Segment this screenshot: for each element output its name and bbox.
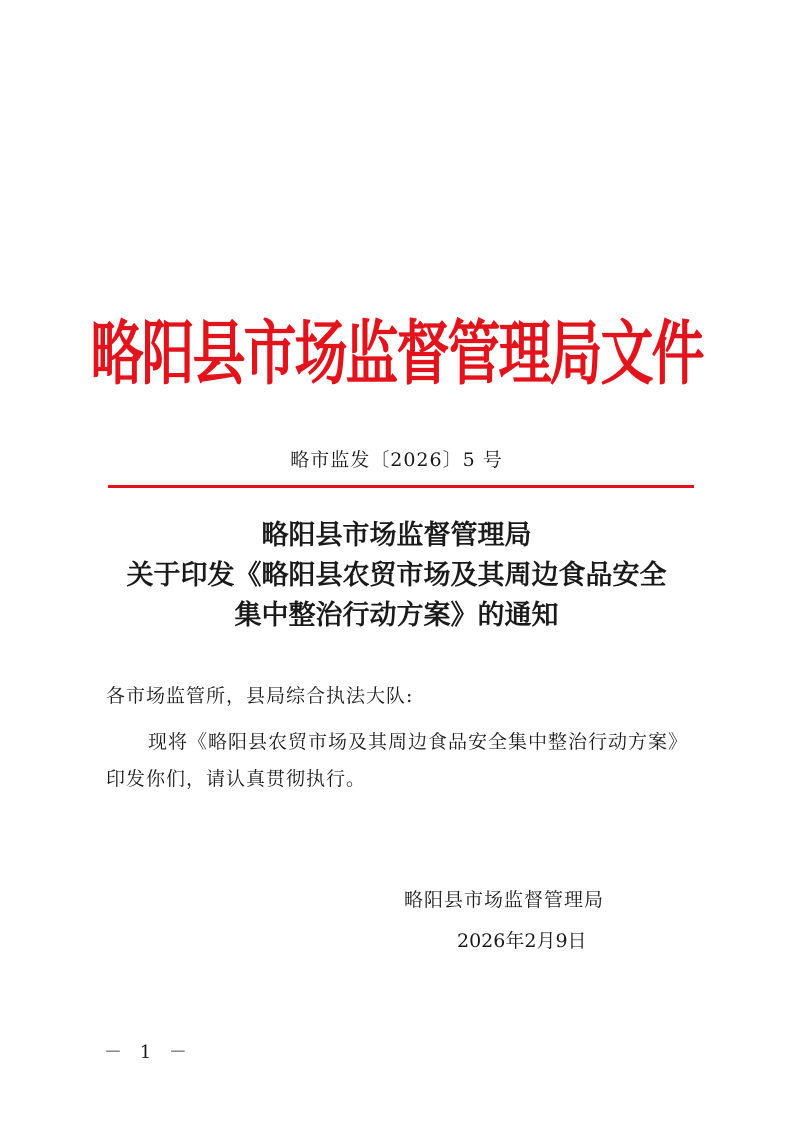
document-title [0, 516, 793, 636]
red-separator-rule [108, 485, 694, 488]
body-paragraph-line-1: 现将《略阳县农贸市场及其周边食品安全集中整治行动方案》 [148, 731, 689, 753]
document-masthead: 略阳县市场监督管理局文件 [90, 314, 703, 395]
salutation: 各市场监管所，县局综合执法大队: [106, 685, 414, 707]
title-line-3: 集中整治行动方案》的通知 [234, 600, 559, 631]
title-line-1: 略阳县市场监督管理局 [261, 520, 532, 551]
page-number: － 1 － [104, 1042, 193, 1063]
body-paragraph-line-2: 印发你们，请认真贯彻执行。 [106, 768, 367, 790]
title-line-2: 关于印发《略阳县农贸市场及其周边食品安全 [126, 560, 667, 591]
issuer-signature: 略阳县市场监督管理局 [404, 889, 605, 911]
issue-date: 2026年2月9日 [457, 930, 587, 952]
document-number: 略市监发〔2026〕5 号 [290, 449, 503, 471]
